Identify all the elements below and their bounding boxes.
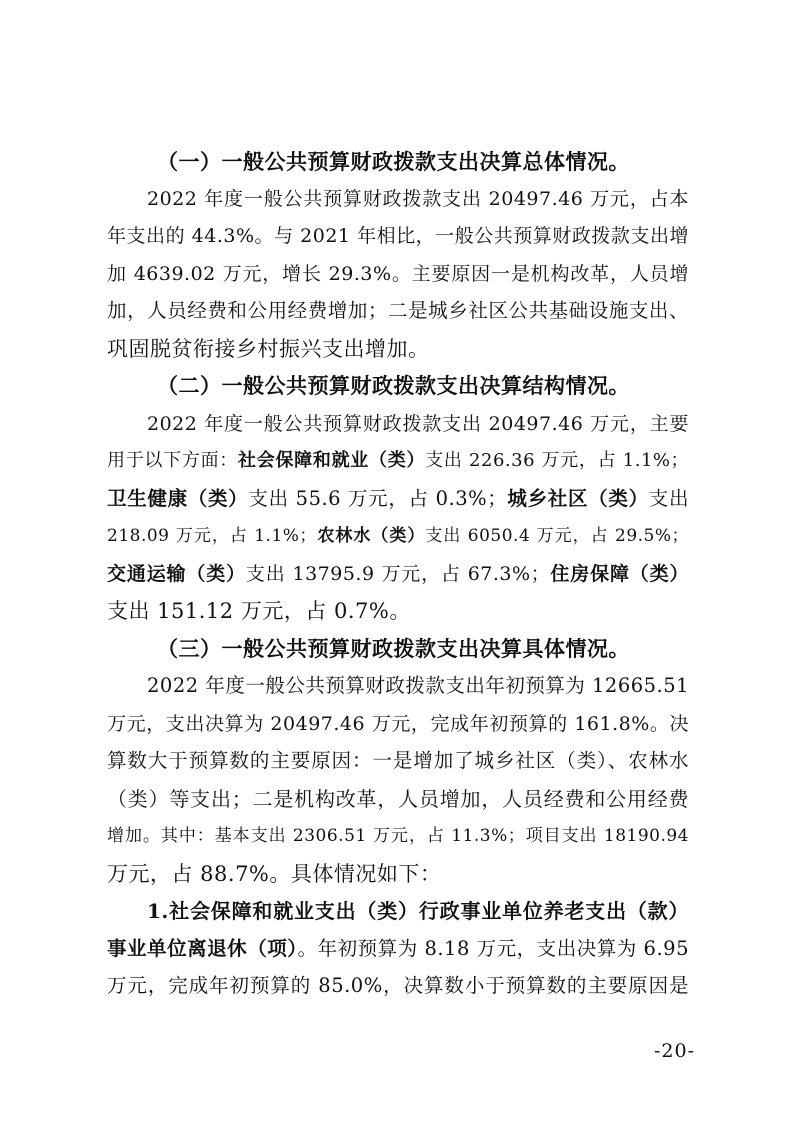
text-segment: 2022 年度一般公共预算财政拨款支出年初预算为 12665.51 — [147, 674, 690, 697]
text-segment: 年支出的 44.3%。与 2021 年相比，一般公共预算财政拨款支出增 — [107, 225, 689, 247]
category-label: 事业单位离退休（项） — [107, 937, 298, 960]
text-segment: 2022 年度一般公共预算财政拨款支出 20497.46 万元，占本 — [147, 188, 689, 210]
text-segment: 万元，完成年初预算的 85.0%，决算数小于预算数的主要原因是 — [107, 974, 689, 997]
text-segment: （三）一般公共预算财政拨款支出决算具体情况。 — [157, 636, 630, 661]
text-segment: 加，人员经费和公用经费增加；二是城乡社区公共基础设施支出、 — [107, 299, 689, 322]
paragraph-line — [107, 520, 689, 552]
category-label: 交通运输（类） — [107, 563, 246, 585]
paragraph-line — [107, 783, 689, 815]
text-segment: 。年初预算为 8.18 万元，支出决算为 6.95 — [297, 937, 689, 960]
text-segment: 支出 226.36 万元，占 1.1%； — [425, 450, 690, 471]
text-segment: 支出 151.12 万元，占 0.7%。 — [107, 599, 411, 623]
category-label: 住房保障（类） — [550, 563, 689, 585]
text-segment: 218.09 万元，占 1.1%； — [107, 526, 317, 546]
text-segment: 用于以下方面： — [107, 450, 239, 471]
paragraph-line — [107, 258, 689, 290]
section-heading-2 — [157, 370, 793, 402]
paragraph-line — [107, 220, 689, 252]
text-segment: 加 4639.02 万元，增长 29.3%。主要原因一是机构改革，人员增 — [107, 263, 689, 285]
paragraph-line — [147, 408, 689, 440]
paragraph-line — [107, 333, 793, 365]
paragraph-line — [147, 670, 689, 702]
category-label: 社会保障和就业（类） — [238, 450, 426, 471]
text-segment: （类）等支出；二是机构改革，人员增加，人员经费和公用经费 — [107, 787, 689, 811]
text-segment: 支出 13795.9 万元，占 67.3%； — [245, 563, 551, 585]
section-heading-1 — [157, 146, 793, 178]
page-number: -20- — [653, 1040, 695, 1062]
section-heading-3 — [157, 633, 793, 665]
paragraph-line — [147, 183, 689, 215]
text-segment: 算数大于预算数的主要原因：一是增加了城乡社区（类）、农林水 — [107, 749, 689, 772]
paragraph-line — [107, 820, 689, 852]
text-segment: （一）一般公共预算财政拨款支出决算总体情况。 — [157, 149, 630, 174]
paragraph-line — [107, 970, 689, 1002]
text-segment: 增加。其中：基本支出 2306.51 万元，占 11.3%；项目支出 18190.94 — [107, 826, 689, 846]
paragraph-line — [107, 483, 689, 515]
text-segment: （二）一般公共预算财政拨款支出决算结构情况。 — [157, 373, 630, 398]
text-segment: 支出 — [648, 487, 689, 510]
paragraph-line — [107, 933, 689, 965]
text-segment: 万元，支出决算为 20497.46 万元，完成年初预算的 161.8%。决 — [107, 713, 689, 735]
category-label: 城乡社区（类） — [507, 487, 649, 510]
text-segment: 1.社会保障和就业支出（类）行政事业单位养老支出（款） — [147, 899, 689, 923]
paragraph-line — [107, 708, 689, 740]
paragraph-line — [107, 858, 793, 890]
paragraph-line — [107, 445, 689, 477]
paragraph-line — [107, 295, 689, 327]
category-label: 农林水（类） — [316, 526, 426, 546]
paragraph-line — [107, 745, 689, 777]
text-segment: 2022 年度一般公共预算财政拨款支出 20497.46 万元，主要 — [147, 413, 689, 435]
item-heading-1 — [147, 895, 689, 927]
text-segment: 支出 55.6 万元，占 0.3%； — [248, 487, 508, 510]
text-segment: 支出 6050.4 万元，占 29.5%； — [425, 526, 690, 546]
paragraph-line — [107, 595, 793, 627]
text-segment: 巩固脱贫衔接乡村振兴支出增加。 — [107, 337, 430, 361]
text-segment: 万元，占 88.7%。具体情况如下： — [107, 862, 442, 886]
category-label: 卫生健康（类） — [107, 487, 249, 510]
paragraph-line — [107, 558, 689, 590]
